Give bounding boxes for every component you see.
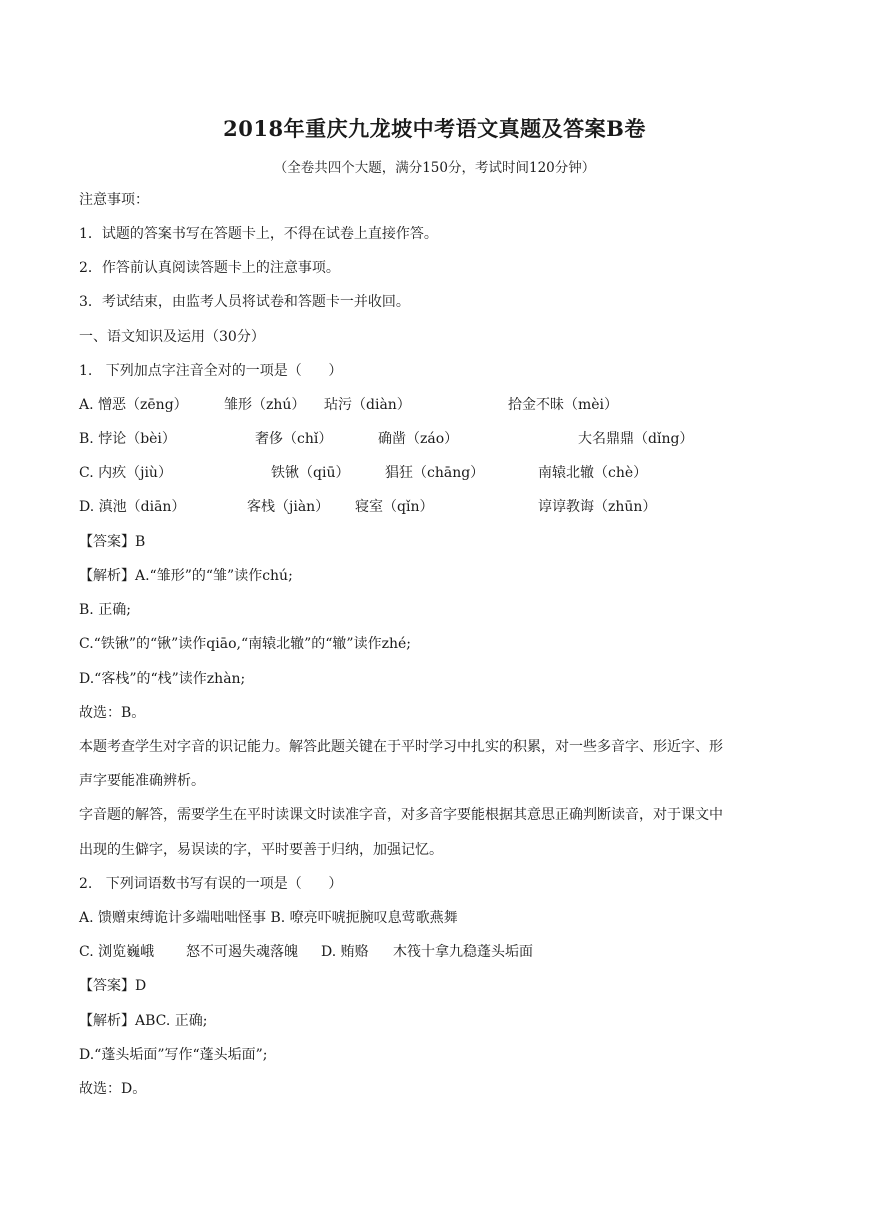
option-row <box>79 497 779 517</box>
option-cell: 猖狂（chāng） <box>385 465 485 481</box>
page-title: 2018年重庆九龙坡中考语文真题及答案B卷 <box>223 116 646 141</box>
analysis-line: 【解析】ABC. 正确; <box>79 1013 208 1029</box>
notice-item: 2．作答前认真阅读答题卡上的注意事项。 <box>79 260 340 276</box>
option-cell: C. 内疚（jiù） <box>79 465 172 481</box>
option-row <box>79 395 779 415</box>
option-cell: A. 憎恶（zēng） <box>79 397 188 413</box>
option-cell: 铁锹（qiū） <box>271 465 350 481</box>
notice-item: 3．考试结束，由监考人员将试卷和答题卡一并收回。 <box>79 294 410 310</box>
option-row <box>79 429 779 449</box>
analysis-line: 【解析】A.“雏形”的“雏”读作chú; <box>79 568 293 584</box>
option-cell: 寝室（qǐn） <box>355 499 434 515</box>
question-stem: 2. 下列词语数书写有误的一项是（ ） <box>79 876 343 892</box>
question-stem: 1. 下列加点字注音全对的一项是（ ） <box>79 363 343 379</box>
analysis-line: D.“客栈”的“栈”读作zhàn; <box>79 671 246 687</box>
section-heading: 一、语文知识及运用（30分） <box>79 329 265 345</box>
option-cell: 拾金不昧（mèi） <box>508 397 619 413</box>
notice-item: 1．试题的答案书写在答题卡上，不得在试卷上直接作答。 <box>79 226 438 242</box>
analysis-line: 故选：D。 <box>79 1081 147 1097</box>
option-row <box>79 942 779 962</box>
option-cell: 客栈（jiàn） <box>247 499 330 515</box>
option-cell: 怒不可遏失魂落魄 <box>186 944 298 960</box>
answer-line: 【答案】B <box>79 534 146 550</box>
answer-line: 【答案】D <box>79 978 147 994</box>
option-cell: B. 悖论（bèi） <box>79 431 176 447</box>
page-subtitle: （全卷共四个大题，满分150分，考试时间120分钟） <box>273 160 596 176</box>
option-row <box>79 463 779 483</box>
option-cell: 木筏十拿九稳蓬头垢面 <box>393 944 533 960</box>
option-cell: 南辕北辙（chè） <box>538 465 648 481</box>
analysis-line: D.“蓬头垢面”写作“蓬头垢面”; <box>79 1047 268 1063</box>
option-cell: 奢侈（chǐ） <box>255 431 333 447</box>
analysis-line: 本题考查学生对字音的识记能力。解答此题关键在于平时学习中扎实的积累，对一些多音字、形近字、形 <box>79 739 723 755</box>
option-cell: 谆谆教诲（zhūn） <box>538 499 657 515</box>
analysis-line: 故选：B。 <box>79 705 146 721</box>
option-cell: 雏形（zhú） <box>224 397 306 413</box>
analysis-line: 出现的生僻字，易误读的字，平时要善于归纳，加强记忆。 <box>79 842 443 858</box>
analysis-line: 声字要能准确辨析。 <box>79 773 205 789</box>
option-cell: D. 滇池（diān） <box>79 499 186 515</box>
analysis-line: C.“铁锹”的“锹”读作qiāo,“南辕北辙”的“辙”读作zhé; <box>79 636 411 652</box>
analysis-line: 字音题的解答，需要学生在平时读课文时读准字音，对多音字要能根据其意思正确判断读音，对于课文中 <box>79 807 723 823</box>
option-cell: 大名鼎鼎（dǐng） <box>578 431 694 447</box>
notice-heading: 注意事项： <box>79 192 149 208</box>
option-cell: D. 贿赂 <box>321 944 369 960</box>
option-cell: 玷污（diàn） <box>324 397 411 413</box>
option-cell: C. 浏览巍峨 <box>79 944 155 960</box>
analysis-line: B. 正确; <box>79 602 131 618</box>
option-cell: 确凿（záo） <box>378 431 459 447</box>
option-row: A. 馈赠束缚诡计多端咄咄怪事 B. 嘹亮吓唬扼腕叹息莺歌燕舞 <box>79 910 458 926</box>
